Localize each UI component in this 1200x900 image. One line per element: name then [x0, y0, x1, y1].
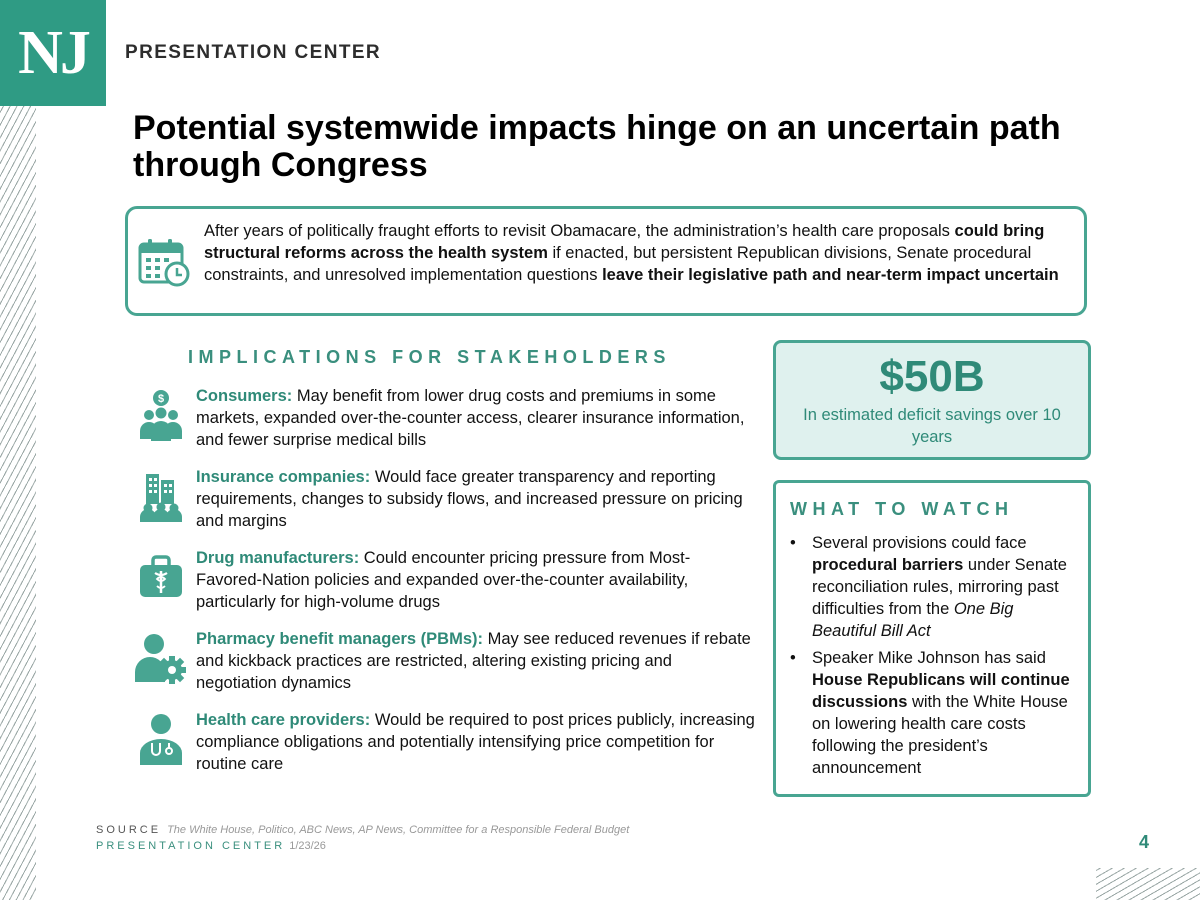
- building-people-icon: [134, 470, 188, 524]
- page-title: Potential systemwide impacts hinge on an uncertain path through Congress: [133, 109, 1061, 184]
- intro-callout: [125, 206, 1087, 316]
- deficit-savings-stat: [773, 340, 1091, 460]
- source-line: SOURCE The White House, Politico, ABC News, AP News, Committee for a Responsible Federal Budget: [96, 824, 630, 836]
- intro-text: After years of politically fraught efforts to revisit Obamacare, the administration’s health care proposals could bring structural reforms across the health system if enacted, but persistent Republican divisions, Senate procedural constraints, and unresolved implementation questions leave their legislative path and near-term impact uncertain: [204, 222, 1059, 284]
- page-number: 4: [1139, 832, 1150, 852]
- what-to-watch-heading: WHAT TO WATCH: [790, 499, 1014, 519]
- person-gear-icon: [134, 632, 188, 686]
- decorative-hatch-left: [0, 106, 36, 900]
- doctor-icon: [134, 713, 188, 767]
- stat-value: $50B: [879, 352, 985, 401]
- brand-name: PRESENTATION CENTER: [125, 42, 382, 63]
- decorative-hatch-bottom-right: [1096, 868, 1200, 900]
- stat-caption: In estimated deficit savings over 10 years: [803, 406, 1061, 446]
- footer-presentation-center: PRESENTATION CENTER 1/23/26: [96, 840, 326, 852]
- calendar-clock-icon: [137, 238, 191, 288]
- nj-logo: NJ: [0, 0, 106, 106]
- svg-text:$: $: [157, 393, 165, 405]
- medical-bag-icon: [134, 551, 188, 605]
- people-dollar-icon: [134, 389, 188, 443]
- implications-heading: IMPLICATIONS FOR STAKEHOLDERS: [188, 347, 671, 367]
- what-to-watch-box: WHAT TO WATCH • Several provisions could face procedural barriers under Senate reconciliation rules, mirroring past difficulties from the One Big Beautiful Bill Act • Speaker Mike Johnson has said House Republicans will continue discussions with the White House on lowering health care costs following the president’s announcement: [773, 480, 1091, 797]
